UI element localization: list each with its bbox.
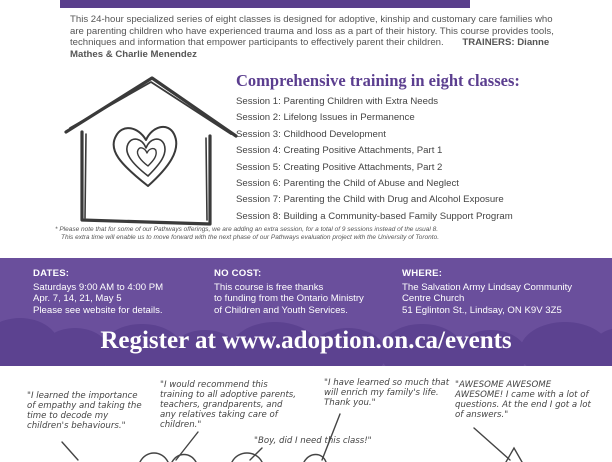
footnote-line-1: * Please note that for some of our Pathways offerings, we are adding an extra session, for a total of 9 sessions instead of the usual 8. [55, 226, 438, 233]
session-item: Session 2: Lifelong Issues in Permanence [236, 112, 415, 124]
session-item: Session 5: Creating Positive Attachments, Part 2 [236, 161, 443, 173]
where-line: Centre Church [402, 293, 465, 305]
testimonial-1: "I learned the importance of empathy and taking the time to decode my children's behaviours." [27, 391, 142, 431]
session-item: Session 3: Childhood Development [236, 128, 386, 140]
cost-line: This course is free thanks [214, 281, 324, 293]
cost-line: to funding from the Ontario Ministry [214, 293, 364, 305]
header-bar [60, 0, 470, 8]
cost-block [214, 268, 364, 316]
trainers: TRAINERS: Dianne Mathes & Charlie Menendez [70, 37, 550, 60]
testimonial-3: "Boy, did I need this class!" [254, 436, 372, 446]
sessions-list [236, 94, 513, 225]
dates-line: Please see website for details. [33, 304, 163, 316]
testimonials-section [0, 366, 612, 462]
where-block [402, 268, 572, 316]
session-item: Session 4: Creating Positive Attachments, Part 1 [236, 145, 443, 157]
dates-heading: DATES: [33, 268, 70, 279]
dates-block [33, 268, 163, 316]
dates-line: Saturdays 9:00 AM to 4:00 PM [33, 281, 164, 293]
session-item: Session 7: Parenting the Child with Drug and Alcohol Exposure [236, 194, 504, 206]
intro-paragraph [70, 14, 560, 60]
session-item: Session 8: Building a Community-based Family Support Program [236, 210, 513, 222]
testimonial-2: "I would recommend this training to all adoptive parents, teachers, grandparents, and any relatives taking care of children." [160, 380, 297, 430]
register-link[interactable]: Register at www.adoption.on.ca/events [100, 327, 512, 354]
sessions-title: Comprehensive training in eight classes: [236, 71, 520, 90]
where-heading: WHERE: [402, 268, 443, 279]
cost-line: of Children and Youth Services. [214, 304, 348, 316]
where-line: 51 Eglinton St., Lindsay, ON K9V 3Z5 [402, 304, 562, 316]
cost-heading: NO COST: [214, 268, 262, 279]
footnote-line-2: This extra time will enable us to move forward with the next phase of our Pathways evaluation project with the University of Toronto. [61, 234, 440, 242]
intro-text: This 24-hour specialized series of eight classes is designed for adoptive, kinship and customary care families who are parenting children who have experienced trauma and loss as a part of their history. This course provides tools, techniques and information that empower participants to effectively parent their children. [70, 14, 554, 49]
session-item: Session 1: Parenting Children with Extra Needs [236, 96, 439, 107]
where-line: The Salvation Army Lindsay Community [402, 281, 573, 293]
footnote [55, 226, 575, 242]
session-item: Session 6: Parenting the Child of Abuse and Neglect [236, 178, 459, 190]
testimonial-5: "AWESOME AWESOME AWESOME! I came with a lot of questions. At the end I got a lot of answers." [455, 380, 591, 420]
dates-line: Apr. 7, 14, 21, May 5 [33, 293, 122, 305]
testimonial-4: "I have learned so much that will enrich my family's life. Thank you." [324, 378, 450, 408]
house-heart-icon [60, 70, 240, 235]
